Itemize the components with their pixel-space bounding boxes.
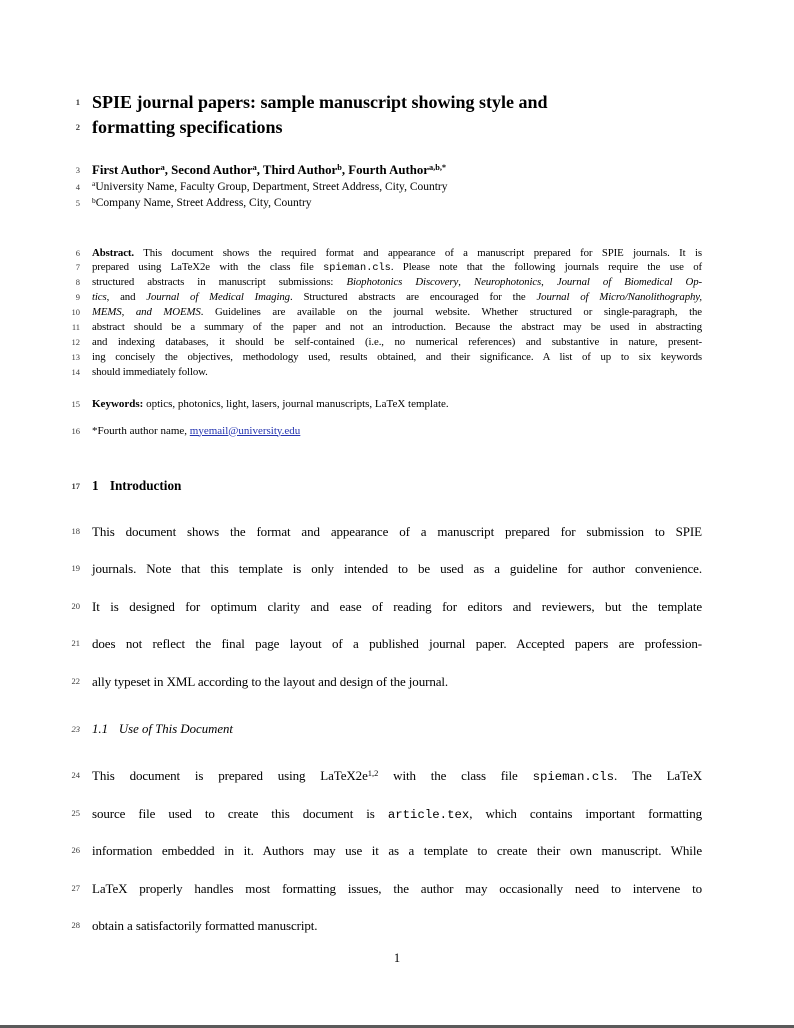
author-list — [75, 162, 702, 212]
line-text — [92, 275, 702, 290]
text-segment: Neurophotonics — [473, 276, 542, 289]
line-text — [92, 350, 702, 365]
text-segment: article.tex — [387, 807, 470, 822]
line-text — [92, 179, 702, 196]
text-segment: 1 — [92, 477, 99, 493]
line-number: 19 — [71, 563, 80, 574]
doc-line-17 — [71, 477, 702, 495]
line-text — [92, 162, 702, 179]
doc-line-20 — [71, 588, 702, 626]
paper-title — [75, 90, 702, 140]
text-segment: abstract should be a summary of the paper and not an introduction. Because the abstract may be used in abstracting — [92, 320, 702, 333]
text-segment: a — [92, 179, 96, 189]
text-segment: structured abstracts in manuscript submissions: — [92, 276, 347, 289]
doc-line-23 — [71, 721, 702, 738]
line-number: 25 — [71, 807, 80, 818]
text-segment: a — [252, 163, 257, 173]
line-number: 12 — [71, 336, 80, 347]
doc-line-5 — [75, 195, 702, 212]
doc-line-18 — [71, 513, 702, 551]
doc-line-28 — [71, 907, 702, 945]
line-number: 28 — [71, 920, 80, 931]
line-text — [92, 588, 702, 626]
text-segment: , — [458, 276, 474, 289]
author-footnote — [71, 424, 702, 439]
text-segment: LaTeX properly handles most formatting issues, the author may occasionally need to intervene to — [92, 880, 702, 896]
text-segment: , and — [106, 291, 147, 304]
line-text — [92, 550, 702, 588]
text-segment: First Author — [92, 163, 161, 177]
line-text — [92, 90, 702, 115]
text-segment: University Name, Faculty Group, Department, Street Address, City, Country — [95, 180, 448, 193]
text-segment: Introduction — [109, 477, 182, 493]
line-text — [92, 195, 702, 212]
text-segment: This document shows the required format and appearance of a manuscript prepared for SPIE journals. It is — [133, 246, 702, 259]
use-of-document-paragraph — [71, 757, 702, 945]
line-text — [92, 721, 702, 738]
line-text — [92, 290, 702, 305]
text-segment: . Guidelines are available on the journal website. Whether structured or single-paragraph, the — [200, 306, 702, 319]
line-text — [92, 260, 702, 275]
text-segment: This document shows the format and appearance of a manuscript prepared for submission to SPIE — [92, 523, 702, 539]
doc-line-2 — [75, 115, 702, 140]
text-segment: tics — [92, 291, 107, 304]
doc-line-19 — [71, 550, 702, 588]
doc-line-16 — [71, 424, 702, 439]
text-segment: information embedded in it. Authors may use it as a template to create their own manuscript. While — [92, 843, 702, 859]
line-number: 7 — [75, 262, 80, 273]
line-number: 15 — [71, 398, 80, 409]
line-number: 16 — [71, 425, 80, 436]
line-number: 2 — [75, 122, 80, 132]
text-segment: SPIE journal papers: sample manuscript showing style and — [92, 92, 548, 112]
doc-line-11 — [71, 320, 702, 335]
text-segment: Use of This Document — [118, 722, 233, 737]
text-segment: optics, photonics, light, lasers, journal manuscripts, LaTeX template. — [143, 397, 449, 410]
line-text — [92, 625, 702, 663]
line-number: 22 — [71, 675, 80, 686]
line-text — [92, 795, 702, 833]
line-number: 3 — [75, 165, 80, 175]
section-1-heading — [71, 477, 702, 495]
line-text — [92, 397, 702, 412]
line-text — [92, 513, 702, 551]
text-segment: , Fourth Author — [341, 163, 429, 177]
text-segment: MEMS, and MOEMS — [92, 306, 201, 319]
doc-line-10 — [71, 305, 702, 320]
doc-line-9 — [75, 290, 702, 305]
text-segment: ally typeset in XML according to the layout and design of the journal. — [92, 673, 449, 689]
doc-line-24 — [71, 757, 702, 795]
line-number: 14 — [71, 366, 80, 377]
line-number: 23 — [71, 724, 80, 735]
text-segment: Journal of Biomedical Op- — [556, 276, 703, 289]
line-text — [92, 246, 702, 261]
line-text — [92, 335, 702, 350]
text-segment: should immediately follow. — [92, 365, 208, 378]
line-number: 8 — [75, 277, 80, 288]
text-segment: *Fourth author name, — [92, 424, 190, 437]
line-number: 13 — [71, 351, 80, 362]
doc-line-27 — [71, 870, 702, 908]
line-text — [92, 115, 702, 140]
line-number: 27 — [71, 882, 80, 893]
doc-line-12 — [71, 335, 702, 350]
text-segment: It is designed for optimum clarity and ease of reading for editors and reviewers, but the template — [92, 598, 702, 614]
text-segment: , — [541, 276, 557, 289]
text-segment: Abstract. — [92, 246, 134, 259]
doc-line-1 — [75, 90, 702, 115]
text-segment: This document is prepared using LaTeX2e — [92, 768, 368, 784]
text-segment: prepared using LaTeX2e with the class file — [92, 261, 324, 274]
abstract — [71, 246, 703, 380]
doc-line-7 — [75, 260, 702, 275]
text-segment: Journal of Medical Imaging — [146, 291, 290, 304]
doc-line-15 — [71, 397, 702, 412]
text-segment: . Please note that the following journals require the use of — [390, 261, 702, 274]
text-segment: with the class file — [378, 768, 533, 784]
line-number: 5 — [75, 198, 80, 208]
line-number: 21 — [71, 638, 80, 649]
email-link[interactable]: myemail@university.edu — [189, 424, 301, 437]
text-segment: spieman.cls — [323, 262, 391, 275]
doc-line-25 — [71, 795, 702, 833]
subsection-1-1-heading — [71, 721, 702, 738]
doc-line-13 — [71, 350, 702, 365]
text-segment: . The LaTeX — [614, 768, 702, 784]
text-segment: Keywords: — [92, 397, 144, 410]
line-text — [92, 477, 702, 495]
text-segment: . Structured abstracts are encouraged for the — [289, 291, 537, 304]
line-number: 6 — [75, 247, 80, 258]
introduction-paragraph — [71, 513, 702, 701]
text-segment: b — [337, 163, 342, 173]
text-segment: spieman.cls — [532, 770, 615, 785]
text-segment: Company Name, Street Address, City, Country — [95, 197, 312, 209]
text-segment: , which contains important formatting — [469, 805, 702, 821]
text-segment: source file used to create this document is — [92, 805, 388, 821]
doc-line-21 — [71, 625, 702, 663]
text-segment: formatting specifications — [92, 117, 283, 137]
doc-line-8 — [75, 275, 703, 290]
text-segment: obtain a satisfactorily formatted manuscript. — [92, 918, 318, 934]
text-segment: Journal of Micro/Nanolithography, — [536, 291, 702, 304]
line-text — [92, 365, 702, 380]
line-number: 1 — [75, 97, 80, 107]
text-segment: does not reflect the final page layout of a published journal paper. Accepted papers are profession- — [92, 636, 702, 652]
line-number: 26 — [71, 845, 80, 856]
text-segment: a,b,* — [428, 163, 447, 173]
line-text — [92, 870, 702, 908]
line-text — [92, 757, 702, 795]
page-number: 1 — [393, 951, 401, 965]
text-segment: a — [160, 163, 165, 173]
line-number: 24 — [71, 770, 80, 781]
line-text — [92, 424, 702, 439]
line-number: 11 — [71, 321, 80, 332]
text-segment: , Second Author — [164, 163, 253, 177]
doc-line-3 — [75, 162, 702, 179]
line-number: 4 — [75, 181, 80, 192]
line-number: 18 — [71, 525, 80, 536]
line-number: 17 — [71, 480, 80, 491]
line-text — [92, 832, 702, 870]
line-text — [92, 907, 702, 945]
text-segment: b — [92, 195, 96, 205]
line-text — [92, 320, 702, 335]
keywords-line — [71, 397, 702, 412]
text-segment: journals. Note that this template is only intended to be used as a guideline for author convenience. — [92, 561, 702, 577]
doc-line-4 — [75, 179, 702, 196]
line-number: 9 — [75, 292, 80, 303]
text-segment: , Third Author — [256, 163, 338, 177]
text-segment: 1.1 — [92, 722, 108, 737]
doc-line-22 — [71, 663, 702, 701]
line-number: 20 — [71, 600, 80, 611]
text-segment: 1,2 — [367, 768, 379, 779]
text-segment: Biophotonics Discovery — [346, 276, 459, 289]
doc-line-6 — [75, 246, 702, 261]
line-number: 10 — [71, 307, 80, 318]
text-segment: ing concisely the objectives, methodology used, results obtained, and their significance. A list of up to six keywords — [92, 350, 702, 363]
doc-line-14 — [71, 365, 702, 380]
text-segment: and indexing databases, it should be self-contained (i.e., no numerical references) and substantive in nature, present- — [92, 335, 702, 348]
doc-line-26 — [71, 832, 702, 870]
line-text — [92, 305, 702, 320]
line-text — [92, 663, 702, 701]
